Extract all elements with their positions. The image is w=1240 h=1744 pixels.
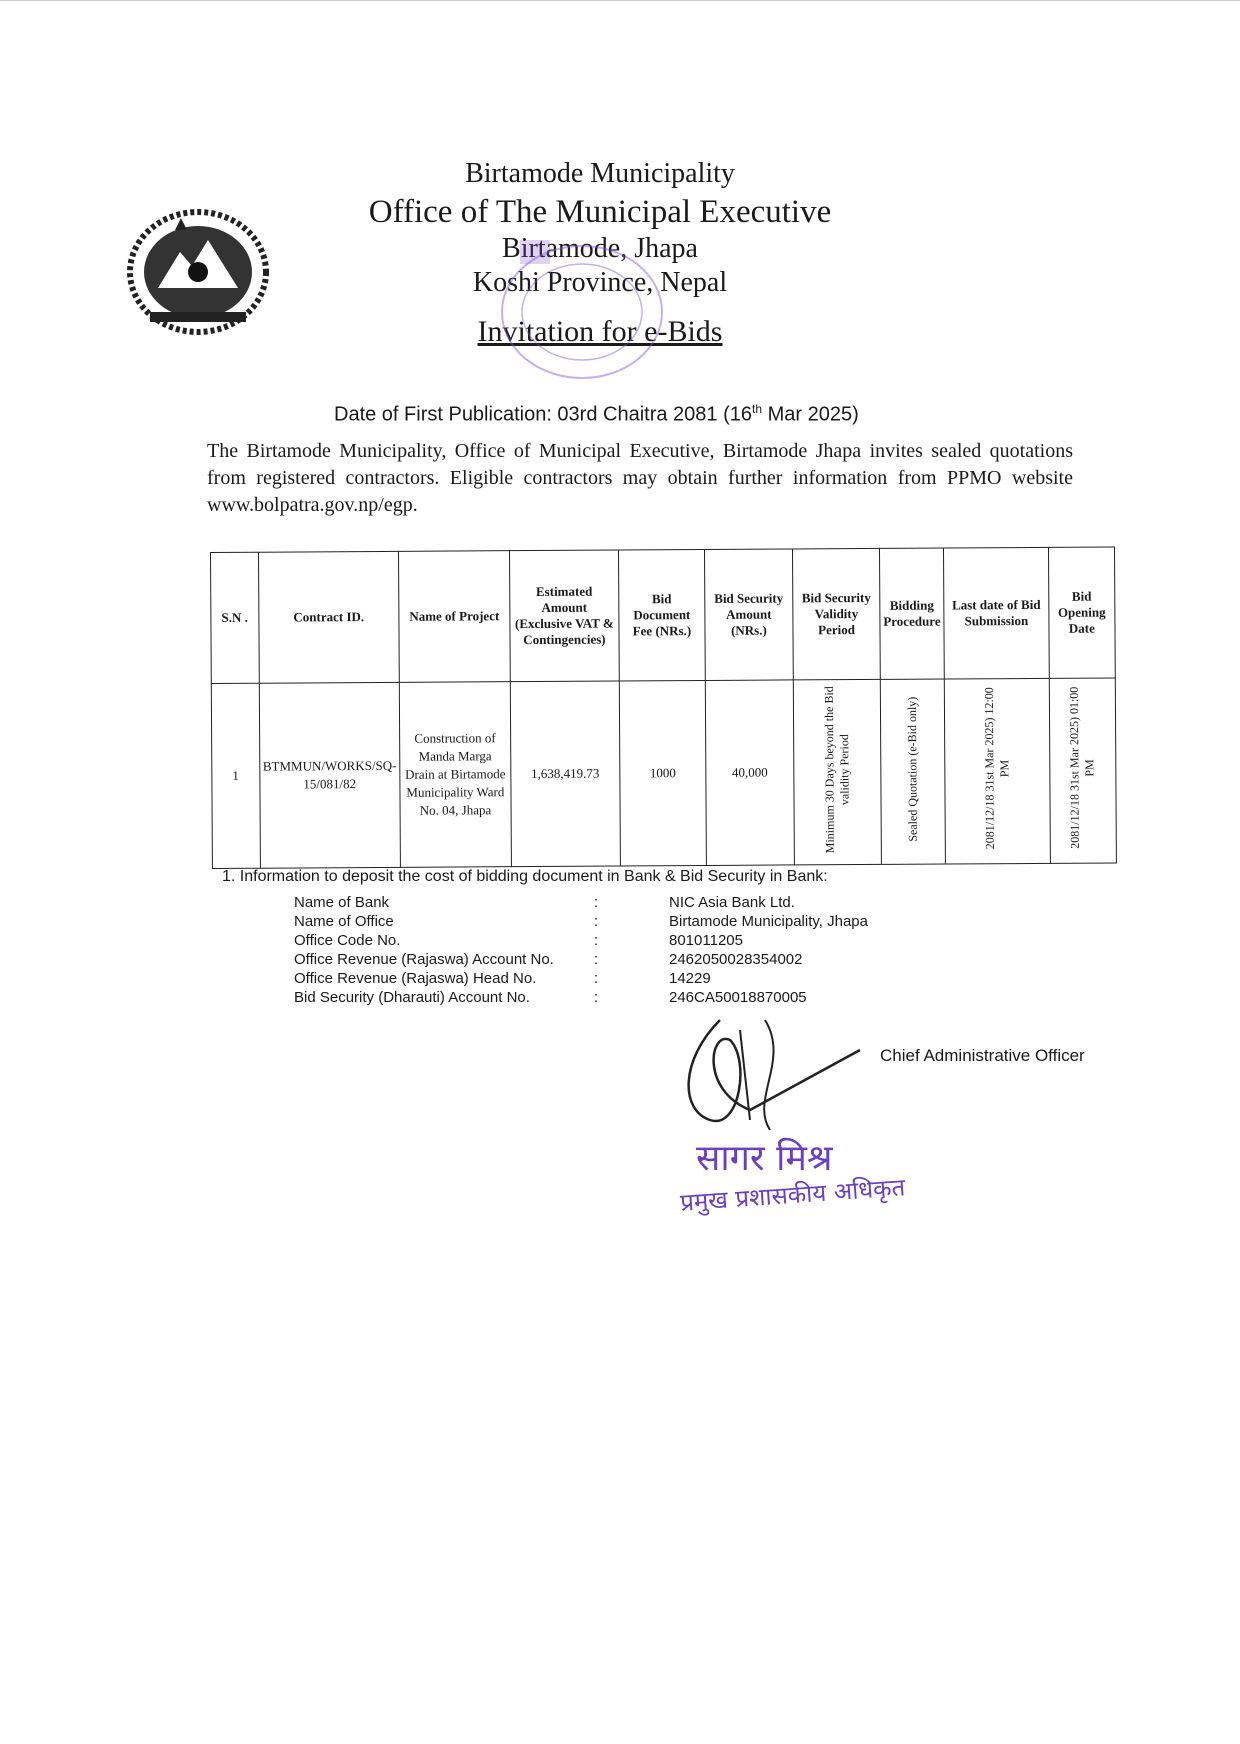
page-top-edge xyxy=(0,0,1240,1)
table-row xyxy=(211,678,1116,869)
cell-doc-fee: 1000 xyxy=(619,680,706,866)
bank-row-revenue-head: Office Revenue (Rajaswa) Head No. : 14229 xyxy=(294,970,711,987)
bank-row-office-code: Office Code No. : 801011205 xyxy=(294,932,743,949)
header-contract-id: Contract ID. xyxy=(258,551,399,683)
nepal-emblem-logo xyxy=(120,200,275,340)
header-security-amount: Bid Security Amount (NRs.) xyxy=(704,549,793,681)
cell-validity xyxy=(793,679,881,865)
cell-estimated: 1,638,419.73 xyxy=(510,681,621,867)
opening-date-text: 2081/12/18 31st Mar 2025) 01:00 PM xyxy=(1067,687,1097,850)
header-last-date: Last date of Bid Submission xyxy=(944,547,1049,679)
colon: : xyxy=(594,989,599,1006)
bank-row-office: Name of Office : Birtamode Municipality, Jhapa xyxy=(294,913,868,930)
cell-sn: 1 xyxy=(211,683,260,868)
colon: : xyxy=(594,894,599,911)
bank-row-security-account: Bid Security (Dharauti) Account No. : 246CA50018870005 xyxy=(294,989,807,1006)
header-procedure: Bidding Procedure xyxy=(879,548,944,679)
bank-info-heading: 1. Information to deposit the cost of bidding document in Bank & Bid Security in Bank: xyxy=(222,868,828,885)
notice-title: Invitation for e-Bids xyxy=(477,315,723,348)
procedure-text: Sealed Quotation (e-Bid only) xyxy=(904,696,920,842)
header-security-validity: Bid Security Validity Period xyxy=(793,548,880,680)
cell-project: Construction of Manda Marga Drain at Birtamode Municipality Ward No. 04, Jhapa xyxy=(399,682,511,868)
signatory-role-nepali: प्रमुख प्रशासकीय अधिकृत xyxy=(679,1173,907,1217)
header-doc-fee: Bid Document Fee (NRs.) xyxy=(619,549,705,681)
header-project: Name of Project xyxy=(399,551,510,683)
bid-table xyxy=(210,546,1117,869)
bank-row-revenue-account: Office Revenue (Rajaswa) Account No. : 2462050028354002 xyxy=(294,951,803,968)
office-province: Koshi Province, Nepal xyxy=(472,267,728,298)
office-location: Birtamode, Jhapa xyxy=(502,233,698,264)
cell-opening-date xyxy=(1049,678,1116,863)
last-date-text: 2081/12/18 31st Mar 2025) 12:00 PM xyxy=(981,687,1012,850)
bank-info-list xyxy=(294,894,894,1008)
colon: : xyxy=(594,951,599,968)
colon: : xyxy=(594,913,599,930)
office-name: Office of The Municipal Executive xyxy=(368,194,832,230)
signatory-title: Chief Administrative Officer xyxy=(880,1046,1085,1065)
cell-security-amount: 40,000 xyxy=(705,680,795,866)
header-sn: S.N . xyxy=(211,552,259,683)
validity-text: Minimum 30 Days beyond the Bid validity Period xyxy=(821,686,852,854)
publication-date: Date of First Publication: 03rd Chaitra 2081 (16th Mar 2025) xyxy=(334,402,859,426)
header-opening-date: Bid Opening Date xyxy=(1048,547,1115,678)
cell-last-date xyxy=(944,678,1050,864)
cell-contract-id: BTMMUN/WORKS/SQ-15/081/82 xyxy=(259,682,401,868)
municipality-name: Birtamode Municipality xyxy=(465,158,735,189)
table-header-row xyxy=(211,547,1116,684)
bank-row-name: Name of Bank : NIC Asia Bank Ltd. xyxy=(294,894,795,911)
colon: : xyxy=(594,932,599,949)
signatory-name-nepali: सागर मिश्र xyxy=(696,1138,833,1179)
colon: : xyxy=(594,970,599,987)
office-header xyxy=(330,156,870,352)
header-estimated-amount: Estimated Amount (Exclusive VAT & Contingencies) xyxy=(509,550,619,682)
intro-paragraph: The Birtamode Municipality, Office of Municipal Executive, Birtamode Jhapa invites sealed quotations from registered contractors. Eligible contractors may obtain further information from PPMO website www.bolpatra.gov.np/egp. xyxy=(207,440,1073,516)
cell-procedure xyxy=(880,679,945,864)
